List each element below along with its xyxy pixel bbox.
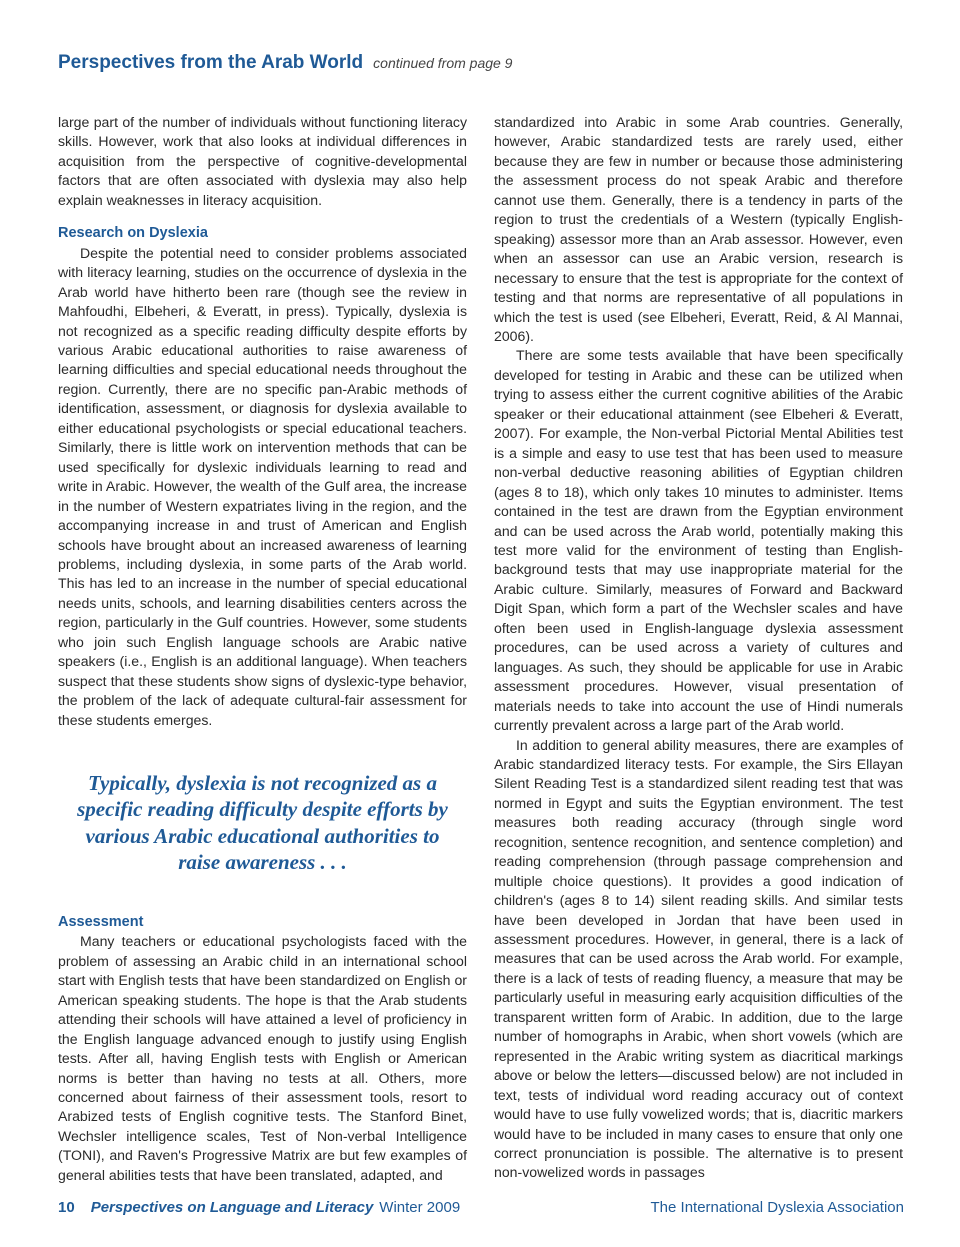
running-header xyxy=(58,52,918,74)
pull-quote: Typically, dyslexia is not recognized as a specific reading difficulty despite efforts by various Arabic educational authorities to raise awareness . . . xyxy=(77,771,448,874)
issue-season: Winter 2009 xyxy=(379,1199,461,1216)
intro-paragraph: large part of the number of individuals without functioning literacy skills. However, work that also looks at individual differences in acquisition from the perspective of cognitive-developmental factors that are often associated with dyslexia may also help explain weaknesses in literacy acquisition. xyxy=(58,114,467,208)
literacy-tests-paragraph: In addition to general ability measures, there are examples of Arabic standardized literacy tests. For example, the Sirs Ellayan Silent Reading Test is a standardized silent reading test that was normed in Egypt and suits the Egyptian environment. The test measures both reading accuracy (through single word recognition, sentence recognition, and sentence completion) and reading comprehension (through passage comprehension and multiple choice questions). It provides a good indication of children's (ages 8 to 14) silent reading skills. And similar tests have been developed in Jordan that have been used in assessment procedures. However, in general, there is a lack of measures that can be used across the Arab world. For example, there is a lack of tests of reading fluency, a measure that may be particularly useful in measuring early acquisition difficulties of the transparent written form of Arabic. In addition, due to the large number of homographs in Arabic, when short vowels (which are represented in the Arabic writing system as diacritical markings above or below the letters—discussed below) are not included in text, tests of individual word reading accuracy out of context would have to use fully vowelized words; that is, diacritic markers would have to be included in many cases to ensure that only one correct pronunciation is possible. The alternative is to present non-vowelized words in passages xyxy=(494,736,903,1181)
assessment-heading: Assessment xyxy=(58,913,144,930)
continued-paragraph: standardized into Arabic in some Arab countries. Generally, however, Arabic standardized tests are rarely used, either because they are few in number or because those administering the assessment process do not speak Arabic and therefore cannot use them. Generally, there is a tendency in parts of the region to trust the credentials of a Western (typically English-speaking) assessor more than an Arab assessor. However, even when an assessor can use an Arabic version, research is necessary to ensure that the test is appropriate for the context of testing and that norms are representative of all populations in which the test is used (see Elbeheri, Everatt, Reid, & Al Mannai, 2006). xyxy=(494,114,903,344)
right-column xyxy=(494,113,903,1183)
research-heading: Research on Dyslexia xyxy=(58,225,208,242)
assessment-paragraph: Many teachers or educational psychologists faced with the problem of assessing an Arabic child in an international school start with English tests that have been standardized on English or American speaking students. The hope is that the Arab students attending their schools will have attained a level of proficiency in the English language advanced enough to justify using English tests. After all, having English tests with English or American norms is better than having no tests at all. Others, more concerned about fairness of their assessment tools, resort to Arabized tests of English cognitive tests. The Stanford Binet, Wechsler intelligence scales, Test of Non-verbal Intelligence (TONI), and Raven's Progressive Matrix are but few examples of general abilities tests that have been translated, adapted, and xyxy=(58,933,467,1183)
page-number: 10 xyxy=(58,1199,75,1216)
continued-note: continued from page 9 xyxy=(373,55,513,71)
publication-title: Perspectives on Language and Literacy xyxy=(90,1199,374,1216)
organization-name: The International Dyslexia Association xyxy=(650,1199,904,1216)
research-paragraph: Despite the potential need to consider problems associated with literacy learning, studies on the occurrence of dyslexia in the Arab world have hitherto been rare (though see the review in Mahfoudhi, Elbeheri, & Everatt, in press). Typically, dyslexia is not recognized as a specific reading difficulty despite efforts by various Arabic educational authorities to raise awareness of learning difficulties and special educational needs throughout the region. Currently, there are no specific pan-Arabic methods of identification, assessment, or diagnosis for dyslexia available to either educational psychologists or special educational teachers. Similarly, there is little work on intervention methods that can be used specifically for dyslexic individuals learning to read and write in Arabic. However, the wealth of the Gulf area, the increase in the number of Western expatriates living in the region, and the accompanying increase in and trust of American and English schools have brought about an increased awareness of learning problems, including dyslexia, in some parts of the Arab world. This has led to an increase in the number of special educational needs units, schools, and learning disabilities centers across the region, particularly in the Gulf countries. However, some students who join such English language schools are Arabic native speakers (i.e., English is an additional language). When teachers suspect that these students show signs of dyslexic-type behavior, the problem of the lack of adequate cultural-fair assessment for these students emerges. xyxy=(58,244,467,728)
left-column xyxy=(58,113,467,1185)
section-title: Perspectives from the Arab World xyxy=(58,52,364,73)
tests-paragraph: There are some tests available that have been specifically developed for testing in Arabic and these can be utilized when trying to assess either the current cognitive abilities of the Arabic speaker or their educational attainment (see Elbeheri & Everatt, 2007). For example, the Non-verbal Pictorial Mental Abilities test is a simple and easy to use test that has been used to measure non-verbal deductive reasoning abilities of Egyptian children (ages 8 to 18), which only takes 10 minutes to administer. Items contained in the test are drawn from the Egyptian environment and can be used across the Arab world, potentially making this test more valid for the environment of testing than English-background tests that may use inappropriate material for the Arabic culture. Similarly, measures of Forward and Backward Digit Span, which form a part of the Wechsler scales and have often been used in English-language dyslexia assessment procedures, can be used across a variety of cultures and languages. As such, they should be applicable for use in Arabic assessment procedures. However, visual presentation of materials needs to take into account the use of Hindi numerals currently prevalent across a large part of the Arab world. xyxy=(494,347,903,734)
page-footer xyxy=(58,1199,904,1216)
